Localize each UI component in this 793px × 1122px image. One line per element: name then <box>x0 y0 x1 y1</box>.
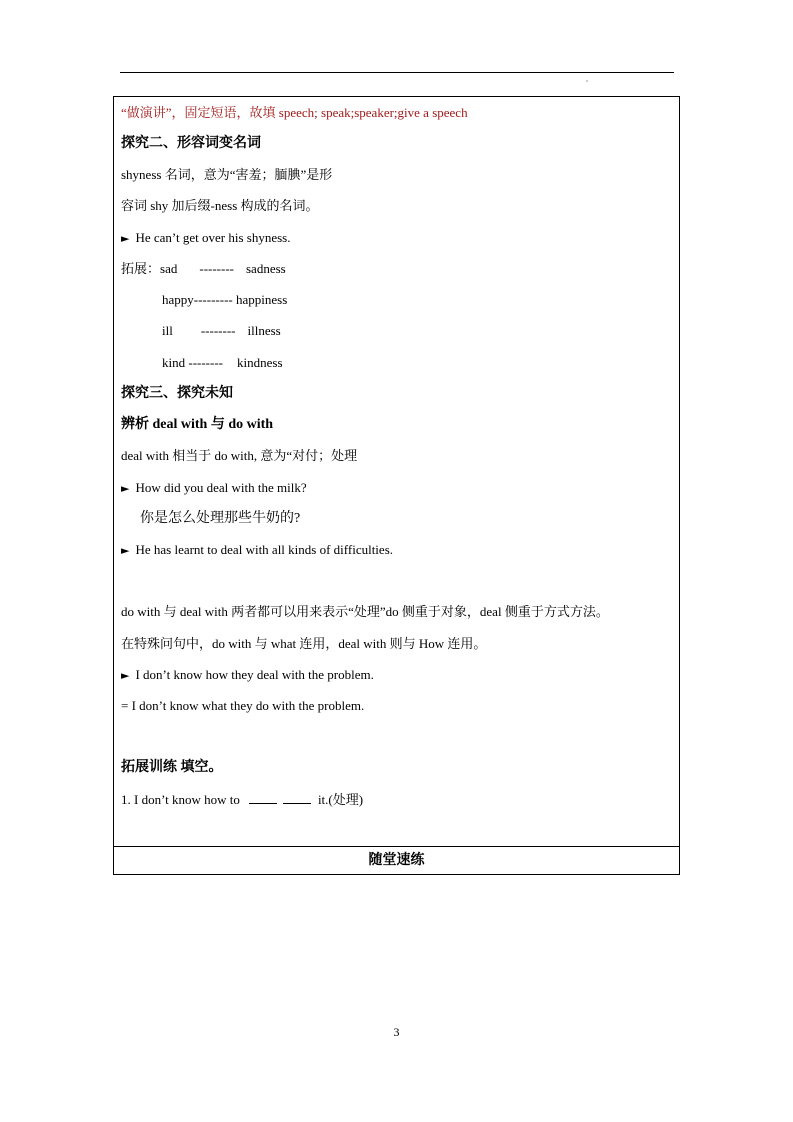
bullet-icon: ► <box>121 544 130 557</box>
example-milk: ► How did you deal with the milk? <box>121 480 307 495</box>
page-number: 3 <box>393 1025 400 1039</box>
extension-row-kind: kind -------- kindness <box>162 355 283 370</box>
example-shyness: ► He can’t get over his shyness. <box>121 230 291 245</box>
answer-blank-2[interactable] <box>283 791 311 804</box>
comparison-heading: 辨析 deal with 与 do with <box>121 417 274 432</box>
section-heading-2: 探究二、形容词变名词 <box>121 136 261 151</box>
example-milk-translation: 你是怎么处理那些牛奶的? <box>140 511 301 526</box>
shyness-definition: shyness 名词，意为“害羞；腼腆”是形 <box>121 167 333 182</box>
shyness-definition-cont: 容词 shy 加后缀-ness 构成的名词。 <box>121 198 319 213</box>
answer-note: “做演讲”，固定短语，故填 speech; speak;speaker;give a speech <box>121 105 468 120</box>
extension-row-sad: 拓展：sad -------- sadness <box>121 261 286 276</box>
practice-item-1: 1. I don’t know how to it.(处理) <box>121 792 364 807</box>
extension-row-happy: happy--------- happiness <box>162 292 288 307</box>
bullet-icon: ► <box>121 482 130 495</box>
content-table <box>113 96 680 875</box>
example-problem-equivalent: = I don’t know what they do with the problem. <box>121 698 365 713</box>
header-mark <box>586 80 588 82</box>
practice-heading: 拓展训练 填空。 <box>121 760 223 775</box>
example-problem: ► I don’t know how they deal with the problem. <box>121 667 374 682</box>
deal-with-definition: deal with 相当于 do with, 意为“对付；处理 <box>121 448 358 463</box>
footer-title: 随堂速练 <box>368 853 425 868</box>
question-usage: 在特殊问句中，do with 与 what 连用，deal with 则与 How 连用。 <box>121 636 487 651</box>
extension-row-ill: ill -------- illness <box>162 323 281 338</box>
usage-explanation: do with 与 deal with 两者都可以用来表示“处理”do 侧重于对象，deal 侧重于方式方法。 <box>121 604 609 619</box>
answer-blank-1[interactable] <box>249 791 277 804</box>
section-heading-3: 探究三、探究未知 <box>121 386 233 401</box>
bullet-icon: ► <box>121 669 130 682</box>
header-rule <box>120 72 674 73</box>
bullet-icon: ► <box>121 232 130 245</box>
example-difficulties: ► He has learnt to deal with all kinds of difficulties. <box>121 542 393 557</box>
